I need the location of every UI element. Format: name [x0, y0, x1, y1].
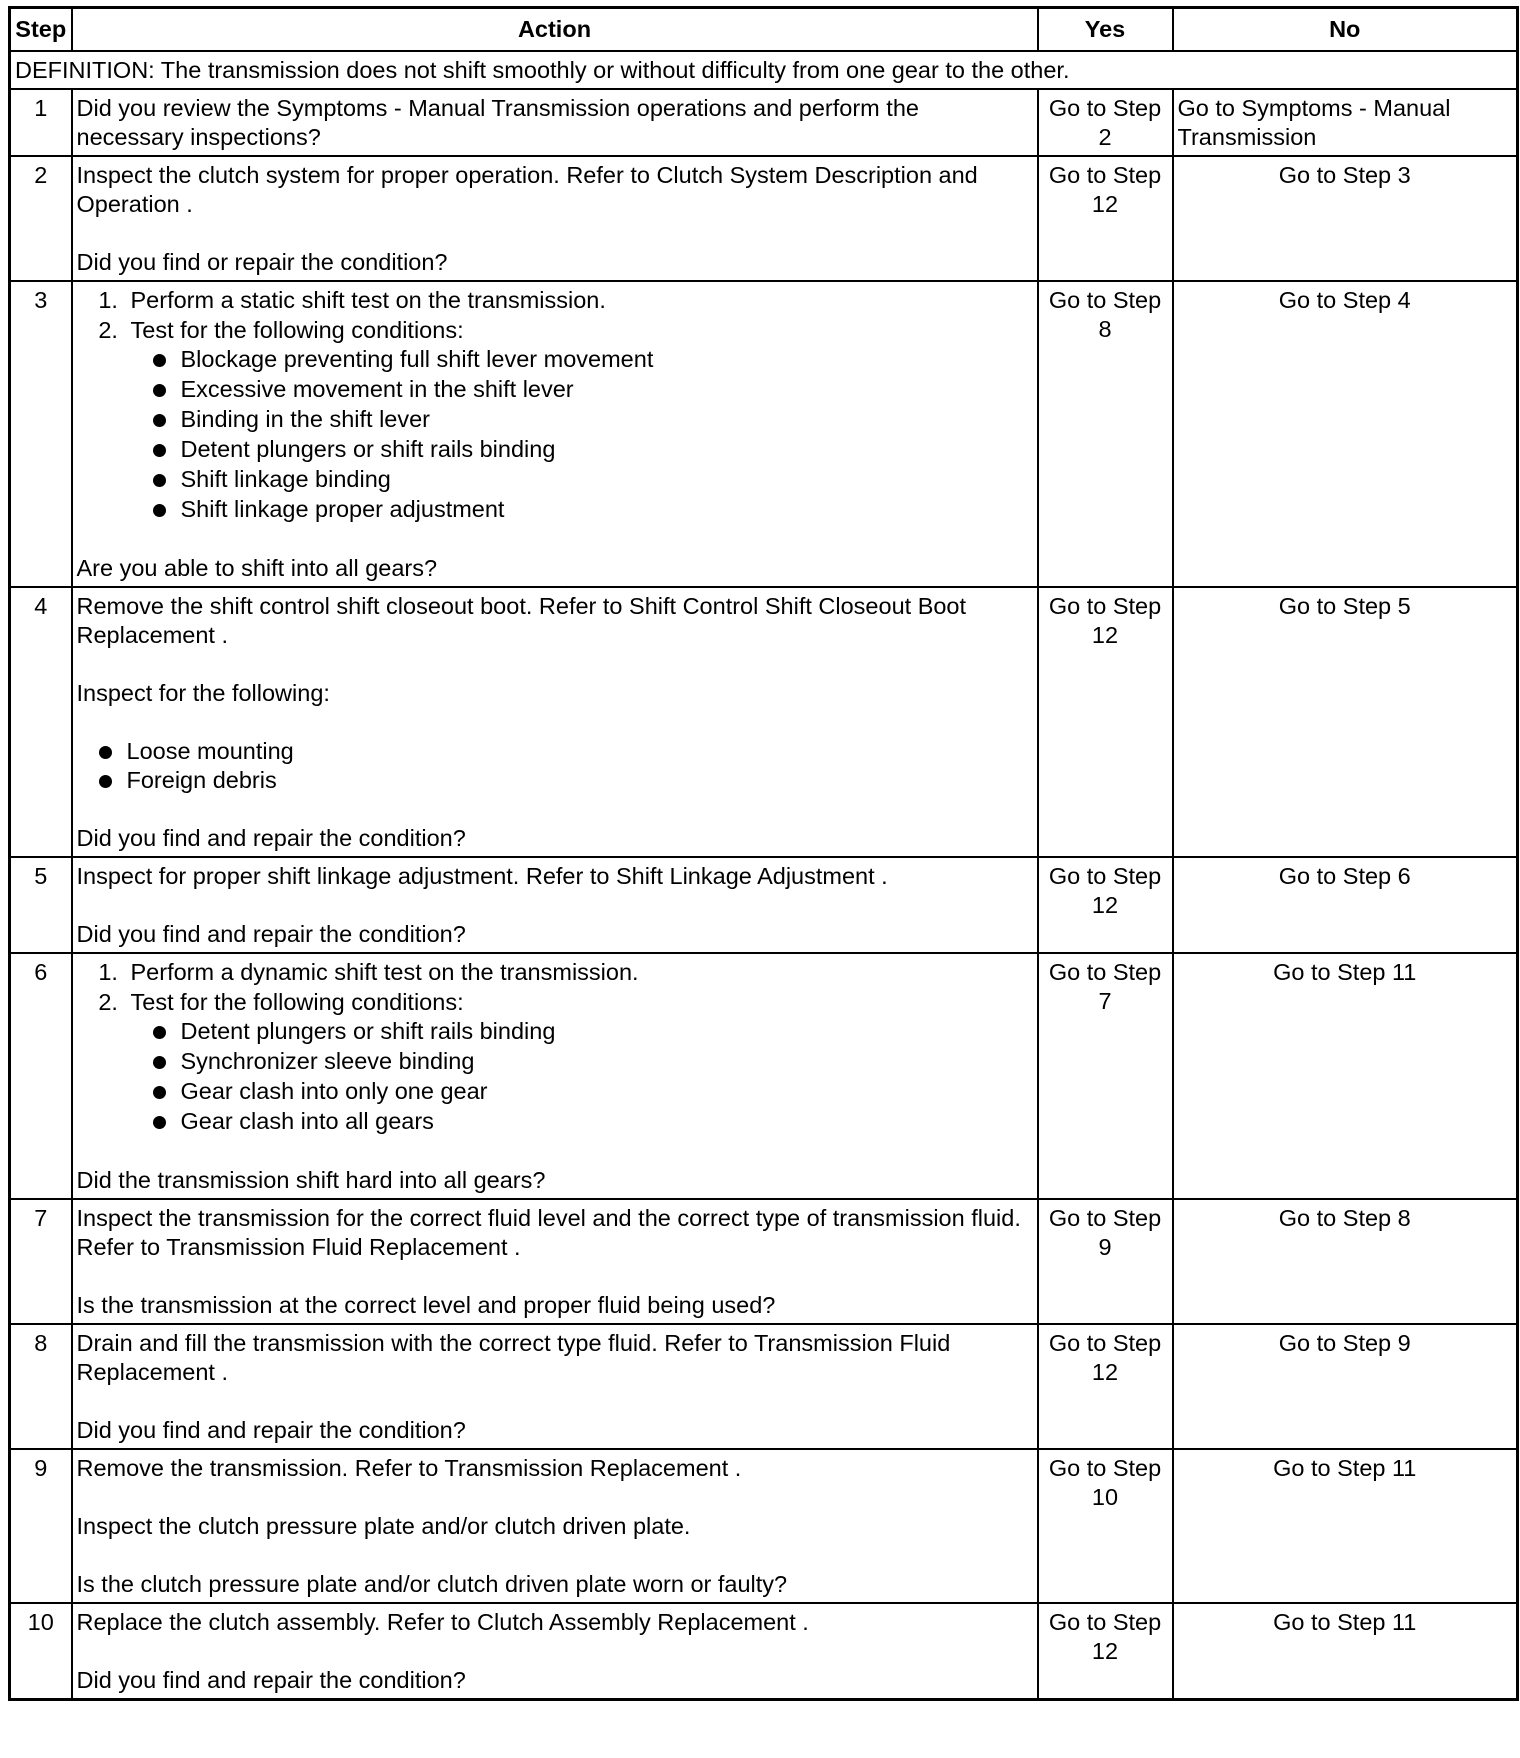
bullet-item: Binding in the shift lever	[181, 405, 1033, 434]
bullet-list	[77, 737, 1033, 795]
yes-result: Go to Step 7	[1038, 953, 1173, 1199]
action-text: Inspect for proper shift linkage adjustment. Refer to Shift Linkage Adjustment .	[76, 863, 888, 889]
step-action	[72, 1603, 1038, 1700]
no-result: Go to Symptoms - Manual Transmission	[1173, 89, 1518, 156]
table-row	[10, 857, 1518, 953]
step-number: 9	[10, 1449, 72, 1603]
step-number: 1	[10, 89, 72, 156]
diagnostic-table	[8, 6, 1519, 1701]
table-row	[10, 587, 1518, 857]
table-row	[10, 1603, 1518, 1700]
bullet-list	[131, 345, 1033, 524]
action-question: Did you find or repair the condition?	[76, 249, 448, 275]
step-number: 10	[10, 1603, 72, 1700]
bullet-item: Gear clash into only one gear	[181, 1077, 1033, 1106]
bullet-item: Loose mounting	[127, 737, 1033, 766]
bullet-item: Foreign debris	[127, 766, 1033, 795]
yes-result: Go to Step 10	[1038, 1449, 1173, 1603]
action-text: Remove the shift control shift closeout boot. Refer to Shift Control Shift Closeout Boot Replacement .	[76, 593, 967, 648]
yes-result: Go to Step 2	[1038, 89, 1173, 156]
list-item-text: Test for the following conditions:	[130, 317, 464, 343]
action-question: Is the transmission at the correct level and proper fluid being used?	[76, 1292, 776, 1318]
bullet-item: Synchronizer sleeve binding	[181, 1047, 1033, 1076]
definition-row	[10, 51, 1518, 89]
no-result: Go to Step 11	[1173, 1603, 1518, 1700]
step-number: 6	[10, 953, 72, 1199]
action-question: Did the transmission shift hard into all gears?	[76, 1167, 546, 1193]
action-question: Did you find and repair the condition?	[76, 825, 466, 851]
yes-result: Go to Step 12	[1038, 587, 1173, 857]
table-row	[10, 156, 1518, 281]
action-question: Did you find and repair the condition?	[76, 1417, 466, 1443]
no-result: Go to Step 9	[1173, 1324, 1518, 1449]
header-row	[10, 8, 1518, 52]
yes-result: Go to Step 12	[1038, 156, 1173, 281]
action-question: Did you find and repair the condition?	[76, 921, 466, 947]
numbered-list	[77, 286, 1033, 524]
header-yes: Yes	[1038, 8, 1173, 52]
no-result: Go to Step 3	[1173, 156, 1518, 281]
step-action	[72, 1199, 1038, 1324]
no-result: Go to Step 6	[1173, 857, 1518, 953]
step-number: 7	[10, 1199, 72, 1324]
diagnostic-table-page	[8, 6, 1516, 1701]
list-item	[125, 988, 1033, 1136]
action-text: Remove the transmission. Refer to Transmission Replacement .	[76, 1455, 742, 1481]
step-number: 8	[10, 1324, 72, 1449]
no-result: Go to Step 11	[1173, 953, 1518, 1199]
step-action	[72, 857, 1038, 953]
table-row	[10, 89, 1518, 156]
step-action	[72, 281, 1038, 587]
table-row	[10, 1324, 1518, 1449]
step-number: 3	[10, 281, 72, 587]
action-text: Replace the clutch assembly. Refer to Clutch Assembly Replacement .	[76, 1609, 809, 1635]
header-action: Action	[72, 8, 1038, 52]
yes-result: Go to Step 9	[1038, 1199, 1173, 1324]
yes-result: Go to Step 12	[1038, 857, 1173, 953]
step-action	[72, 953, 1038, 1199]
bullet-list	[131, 1017, 1033, 1136]
table-row	[10, 1199, 1518, 1324]
bullet-item: Detent plungers or shift rails binding	[181, 435, 1033, 464]
step-action	[72, 156, 1038, 281]
step-number: 5	[10, 857, 72, 953]
bullet-item: Blockage preventing full shift lever movement	[181, 345, 1033, 374]
step-action: Did you review the Symptoms - Manual Transmission operations and perform the necessary inspections?	[72, 89, 1038, 156]
action-text: Inspect the clutch system for proper operation. Refer to Clutch System Description and Operation .	[76, 162, 978, 217]
step-action	[72, 1449, 1038, 1603]
action-question: Did you find and repair the condition?	[76, 1667, 466, 1693]
no-result: Go to Step 8	[1173, 1199, 1518, 1324]
table-row	[10, 1449, 1518, 1603]
action-question: Is the clutch pressure plate and/or clutch driven plate worn or faulty?	[76, 1571, 788, 1597]
action-question: Are you able to shift into all gears?	[76, 555, 438, 581]
list-item: 1. Perform a dynamic shift test on the transmission.	[125, 958, 1033, 987]
bullet-item: Shift linkage proper adjustment	[181, 495, 1033, 524]
bullet-item: Shift linkage binding	[181, 465, 1033, 494]
action-text: Inspect the transmission for the correct fluid level and the correct type of transmission fluid. Refer to Transmission Fluid Replacement .	[76, 1205, 1021, 1260]
step-action	[72, 587, 1038, 857]
step-number: 4	[10, 587, 72, 857]
step-number: 2	[10, 156, 72, 281]
bullet-item: Excessive movement in the shift lever	[181, 375, 1033, 404]
list-item: 1. Perform a static shift test on the transmission.	[125, 286, 1033, 315]
table-row	[10, 953, 1518, 1199]
table-row	[10, 281, 1518, 587]
definition-text: DEFINITION: The transmission does not shift smoothly or without difficulty from one gear to the other.	[10, 51, 1518, 89]
list-item	[125, 316, 1033, 524]
list-item-text: Test for the following conditions:	[130, 989, 464, 1015]
yes-result: Go to Step 12	[1038, 1603, 1173, 1700]
header-step: Step	[10, 8, 72, 52]
yes-result: Go to Step 8	[1038, 281, 1173, 587]
no-result: Go to Step 4	[1173, 281, 1518, 587]
bullet-item: Detent plungers or shift rails binding	[181, 1017, 1033, 1046]
inspect-text: Inspect the clutch pressure plate and/or clutch driven plate.	[76, 1513, 691, 1539]
inspect-text: Inspect for the following:	[76, 680, 330, 706]
bullet-item: Gear clash into all gears	[181, 1107, 1033, 1136]
step-action	[72, 1324, 1038, 1449]
numbered-list	[77, 958, 1033, 1136]
action-text: Drain and fill the transmission with the correct type fluid. Refer to Transmission Fluid Replacement .	[76, 1330, 951, 1385]
no-result: Go to Step 5	[1173, 587, 1518, 857]
yes-result: Go to Step 12	[1038, 1324, 1173, 1449]
no-result: Go to Step 11	[1173, 1449, 1518, 1603]
header-no: No	[1173, 8, 1518, 52]
